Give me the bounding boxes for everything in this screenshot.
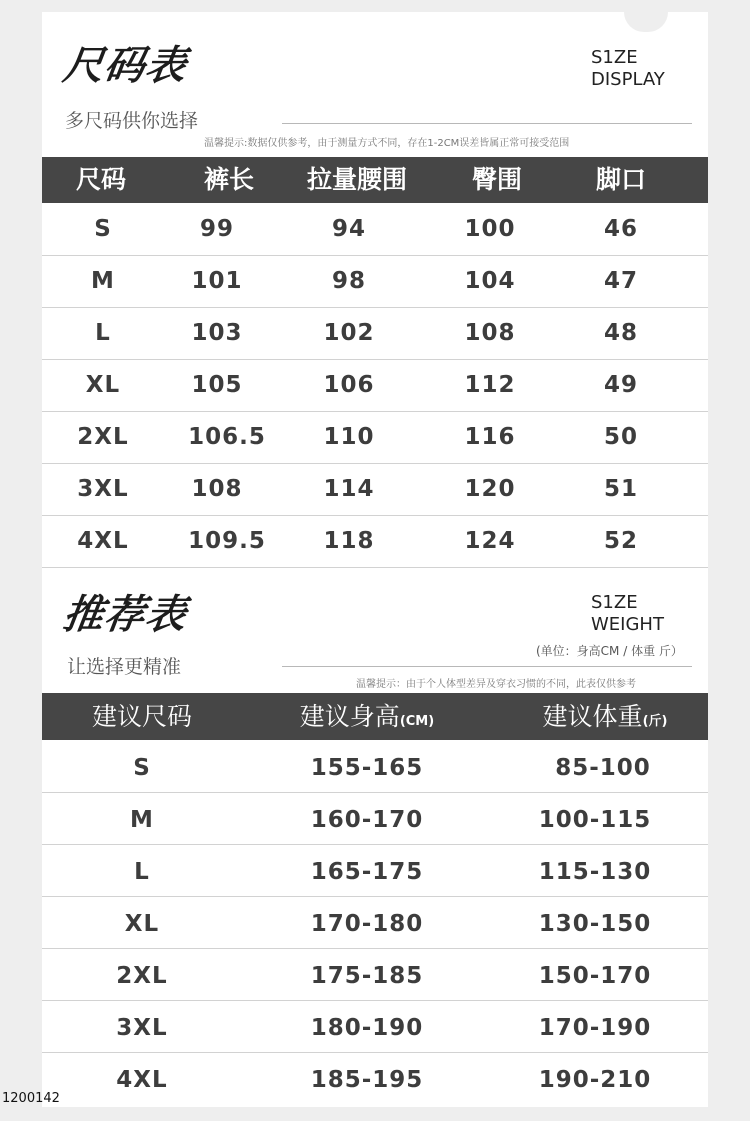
size-chart-subtitle: 多尺码供你选择 (65, 110, 199, 132)
recommend-chart-note: 温馨提示：由于个人体型差异及穿衣习惯的不同，此表仅供参考 (356, 679, 636, 690)
unit-note: (单位：身高CM / 体重 斤） (536, 644, 683, 658)
table-row: L 103 102 108 48 (42, 307, 708, 360)
divider (282, 666, 692, 667)
watermark-id: 1200142 (2, 1091, 60, 1106)
recommend-chart-subtitle: 让选择更精准 (67, 656, 182, 678)
table-row: 3XL 108 114 120 51 (42, 463, 708, 516)
table-row: S 99 94 100 46 (42, 203, 708, 256)
header-length: 裤长 (203, 165, 254, 194)
table-row: 4XL 185-195 190-210 (116, 1067, 652, 1093)
table-row: S 155-165 85-100 (42, 740, 708, 793)
size-weight-label: S1ZE WEIGHT (591, 592, 664, 635)
table-row: M 101 98 104 47 (42, 255, 708, 308)
recommend-chart-title: 推荐表 (60, 592, 190, 638)
table-row: XL 105 106 112 49 (42, 359, 708, 412)
size-chart-title: 尺码表 (60, 43, 190, 89)
recommend-table-header (42, 693, 708, 740)
header-rec-weight: 建议体重(斤) (542, 702, 668, 731)
header-rec-size: 建议尺码 (91, 702, 192, 731)
divider (282, 123, 692, 124)
header-size: 尺码 (75, 165, 126, 194)
table-row: 2XL 175-185 150-170 (42, 948, 708, 1001)
size-table-header (42, 157, 708, 203)
card-notch (624, 12, 668, 32)
header-rec-height: 建议身高(CM) (299, 702, 435, 731)
table-row: 3XL 180-190 170-190 (42, 1000, 708, 1053)
size-chart-note: 温馨提示:数据仅供参考，由于测量方式不同，存在1-2CM误差皆属正常可接受范围 (204, 138, 570, 149)
table-row: L 165-175 115-130 (42, 844, 708, 897)
table-row: 2XL 106.5 110 116 50 (42, 411, 708, 464)
size-display-label: S1ZE DISPLAY (591, 47, 665, 90)
table-row: M 160-170 100-115 (42, 792, 708, 845)
table-row: XL 170-180 130-150 (42, 896, 708, 949)
table-row: 4XL 109.5 118 124 52 (42, 515, 708, 568)
header-hem: 脚口 (595, 165, 646, 194)
header-hip: 臀围 (471, 165, 522, 194)
header-waist: 拉量腰围 (306, 165, 407, 194)
